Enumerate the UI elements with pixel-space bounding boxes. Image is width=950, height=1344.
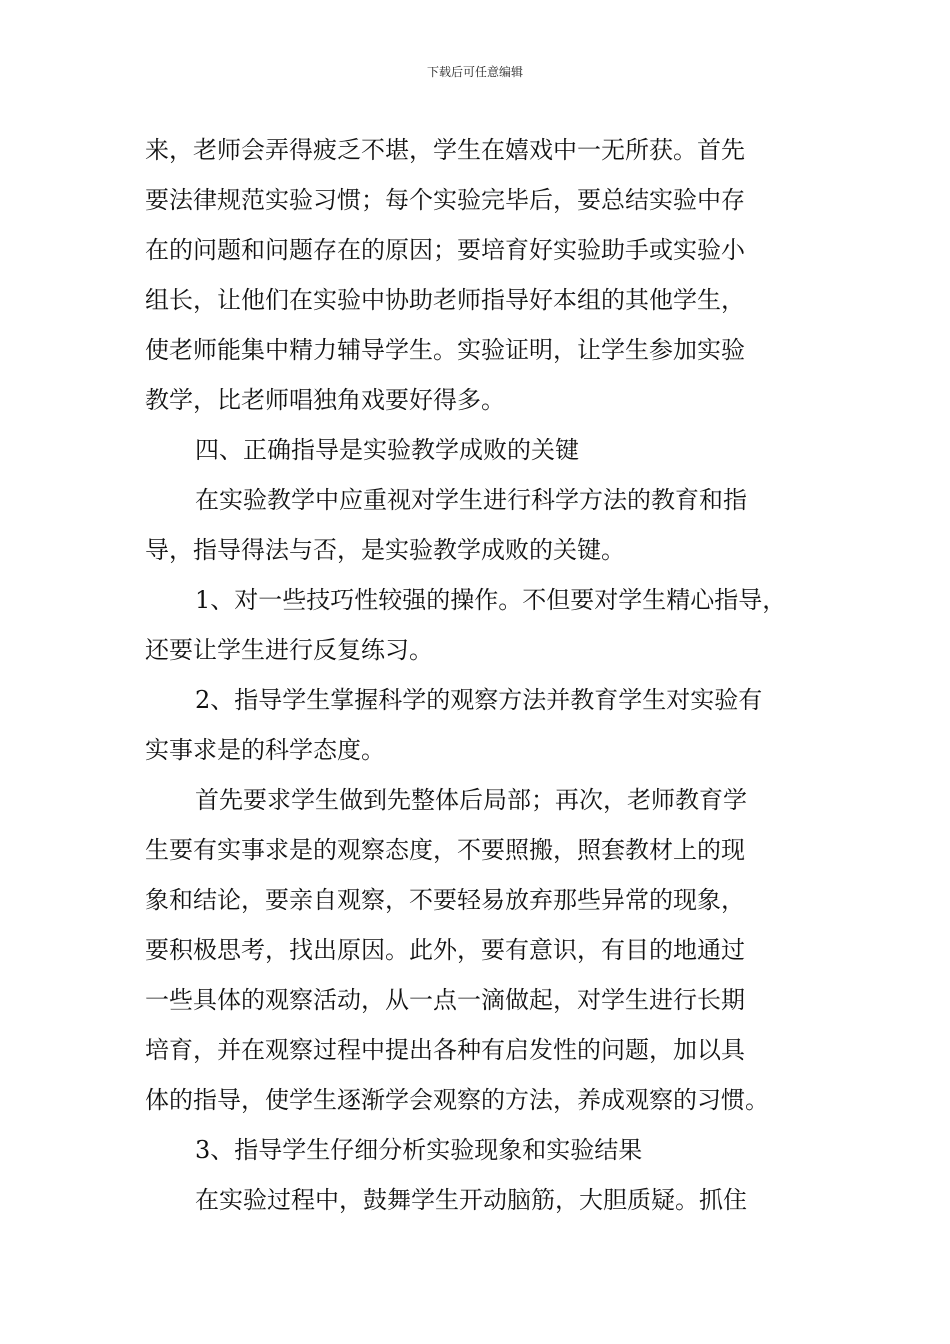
- text-line: 在实验过程中，鼓舞学生开动脑筋，大胆质疑。抓住: [195, 1186, 747, 1214]
- text-line: 培育，并在观察过程中提出各种有启发性的问题，加以具: [145, 1036, 745, 1064]
- text-line: 组长，让他们在实验中协助老师指导好本组的其他学生，: [145, 286, 745, 314]
- document-body: [145, 125, 810, 1225]
- text-line: 使老师能集中精力辅导学生。实验证明，让学生参加实验: [145, 336, 745, 364]
- section-heading: 四、正确指导是实验教学成败的关键: [195, 436, 579, 464]
- text-line: 生要有实事求是的观察态度，不要照搬，照套教材上的现: [145, 836, 745, 864]
- text-line: 在的问题和问题存在的原因；要培育好实验助手或实验小: [145, 236, 745, 264]
- text-line: 在实验教学中应重视对学生进行科学方法的教育和指: [195, 486, 747, 514]
- list-item-3: 3、指导学生仔细分析实验现象和实验结果: [195, 1136, 643, 1164]
- text-line: 实事求是的科学态度。: [145, 736, 385, 764]
- text-line: 导，指导得法与否，是实验教学成败的关键。: [145, 536, 625, 564]
- text-line: 要积极思考，找出原因。此外，要有意识，有目的地通过: [145, 936, 745, 964]
- list-item-2: 2、指导学生掌握科学的观察方法并教育学生对实验有: [195, 686, 763, 714]
- text-line: 要法律规范实验习惯；每个实验完毕后，要总结实验中存: [145, 186, 745, 214]
- text-line: 首先要求学生做到先整体后局部；再次，老师教育学: [195, 786, 747, 814]
- text-line: 教学，比老师唱独角戏要好得多。: [145, 386, 505, 414]
- text-line: 一些具体的观察活动，从一点一滴做起，对学生进行长期: [145, 986, 745, 1014]
- text-line: 来，老师会弄得疲乏不堪，学生在嬉戏中一无所获。首先: [145, 136, 745, 164]
- list-item-1: 1、对一些技巧性较强的操作。不但要对学生精心指导，: [195, 586, 787, 614]
- text-line: 还要让学生进行反复练习。: [145, 636, 433, 664]
- text-line: 象和结论，要亲自观察，不要轻易放弃那些异常的现象，: [145, 886, 745, 914]
- page-header: 下载后可任意编辑: [426, 65, 523, 79]
- text-line: 体的指导，使学生逐渐学会观察的方法，养成观察的习惯。: [145, 1086, 769, 1114]
